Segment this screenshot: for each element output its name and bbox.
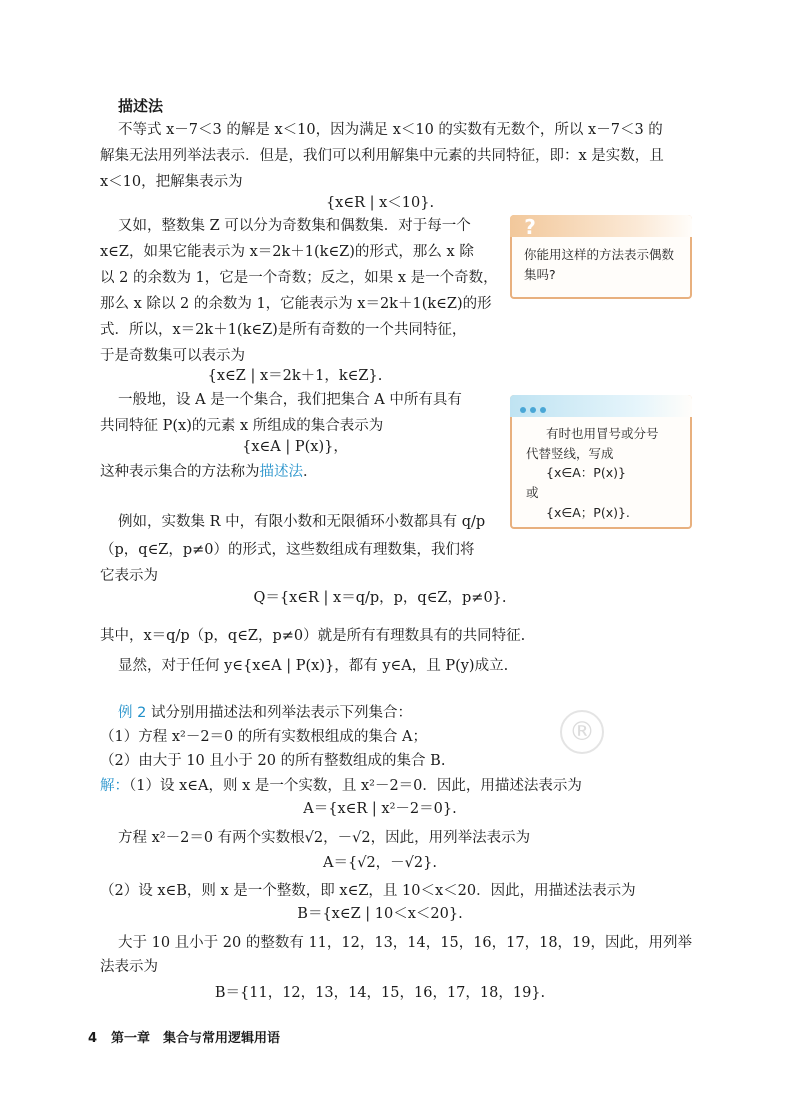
section-heading: 描述法 (118, 97, 164, 115)
solution-line: （2）设 x∈B，则 x 是一个整数，即 x∈Z，且 10＜x＜20．因此，用描述法表示为 (100, 883, 636, 899)
chapter-title: 第一章 集合与常用逻辑用语 (111, 1031, 281, 1046)
example-label: 例 2 (118, 705, 147, 721)
formula-line: A＝{√2，－√2}. (323, 855, 437, 871)
note-line: {x∈A：P(x)} (546, 465, 626, 480)
body-line: 其中，x＝q/p（p，q∈Z，p≠0）就是所有有理数具有的共同特征. (100, 628, 526, 644)
registered-watermark: ® (560, 710, 604, 754)
formula-line: {x∈A | P(x)}， (242, 439, 348, 455)
note-box (510, 395, 692, 529)
body-line: 共同特征 P(x)的元素 x 所组成的集合表示为 (100, 418, 384, 434)
note-line: 有时也用冒号或分号 (546, 426, 659, 441)
example-line (118, 703, 412, 723)
body-line: 式．所以，x＝2k＋1(k∈Z)是所有奇数的一个共同特征， (100, 322, 467, 338)
solution-label: 解： (100, 778, 129, 794)
page-footer (88, 1027, 280, 1046)
formula-line: Q＝{x∈R | x＝q/p，p，q∈Z，p≠0}. (253, 590, 507, 606)
solution-line: 法表示为 (100, 959, 158, 975)
note-line: 或 (526, 485, 539, 500)
note-line: 代替竖线，写成 (526, 446, 614, 461)
thinking-box (510, 215, 692, 299)
body-line: 解集无法用列举法表示．但是，我们可以利用解集中元素的共同特征，即：x 是实数，且 (100, 148, 664, 164)
note-box-header (510, 395, 692, 417)
body-line: （p，q∈Z，p≠0）的形式，这些数组成有理数集，我们将 (100, 542, 475, 558)
note-line: {x∈A；P(x)}. (546, 505, 630, 520)
body-line: 显然，对于任何 y∈{x∈A | P(x)}，都有 y∈A，且 P(y)成立. (118, 658, 509, 674)
formula-line: A＝{x∈R | x²－2＝0}. (303, 801, 457, 817)
term-highlight: 描述法 (259, 464, 303, 480)
formula-line: B＝{11，12，13，14，15，16，17，18，19}. (214, 985, 546, 1001)
body-text: 这种表示集合的方法称为 (100, 464, 260, 480)
body-line: 又如，整数集 Z 可以分为奇数集和偶数集．对于每一个 (118, 218, 471, 234)
body-line: x∈Z，如果它能表示为 x＝2k＋1(k∈Z)的形式，那么 x 除 (100, 244, 474, 260)
example-item: （2）由大于 10 且小于 20 的所有整数组成的集合 B. (100, 753, 446, 769)
thinking-box-text: 你能用这样的方法表示偶数集吗? (524, 247, 675, 282)
question-mark-icon: ? (524, 215, 536, 239)
body-line: 例如，实数集 R 中，有限小数和无限循环小数都具有 q/p (118, 514, 486, 530)
page-number: 4 (88, 1031, 98, 1046)
solution-text: （1）设 x∈A，则 x 是一个实数，且 x²－2＝0．因此，用描述法表示为 (129, 778, 582, 794)
formula-line: {x∈R | x＜10}. (325, 195, 435, 211)
solution-line (100, 776, 582, 796)
body-line (100, 462, 318, 482)
formula-line: B＝{x∈Z | 10＜x＜20}. (297, 906, 463, 922)
dots-icon (520, 399, 550, 413)
solution-line: 大于 10 且小于 20 的整数有 11，12，13，14，15，16，17，18，19，因此，用列举 (118, 935, 693, 951)
body-line: x＜10，把解集表示为 (100, 174, 243, 190)
formula-line: {x∈Z | x＝2k＋1，k∈Z}. (207, 368, 383, 384)
body-line: 它表示为 (100, 568, 158, 584)
body-line: 不等式 x－7＜3 的解是 x＜10，因为满足 x＜10 的实数有无数个，所以 x－7＜3 的 (118, 122, 663, 138)
body-line: 那么 x 除以 2 的余数为 1，它能表示为 x＝2k＋1(k∈Z)的形 (100, 296, 492, 312)
body-line: 一般地，设 A 是一个集合，我们把集合 A 中所有具有 (118, 392, 462, 408)
body-line: 于是奇数集可以表示为 (100, 348, 245, 364)
solution-line: 方程 x²－2＝0 有两个实数根√2，－√2，因此，用列举法表示为 (118, 830, 531, 846)
example-prompt: 试分别用描述法和列举法表示下列集合： (150, 705, 412, 721)
example-item: （1）方程 x²－2＝0 的所有实数根组成的集合 A； (100, 729, 427, 745)
body-text: ． (303, 464, 318, 480)
body-line: 以 2 的余数为 1，它是一个奇数；反之，如果 x 是一个奇数， (100, 270, 498, 286)
